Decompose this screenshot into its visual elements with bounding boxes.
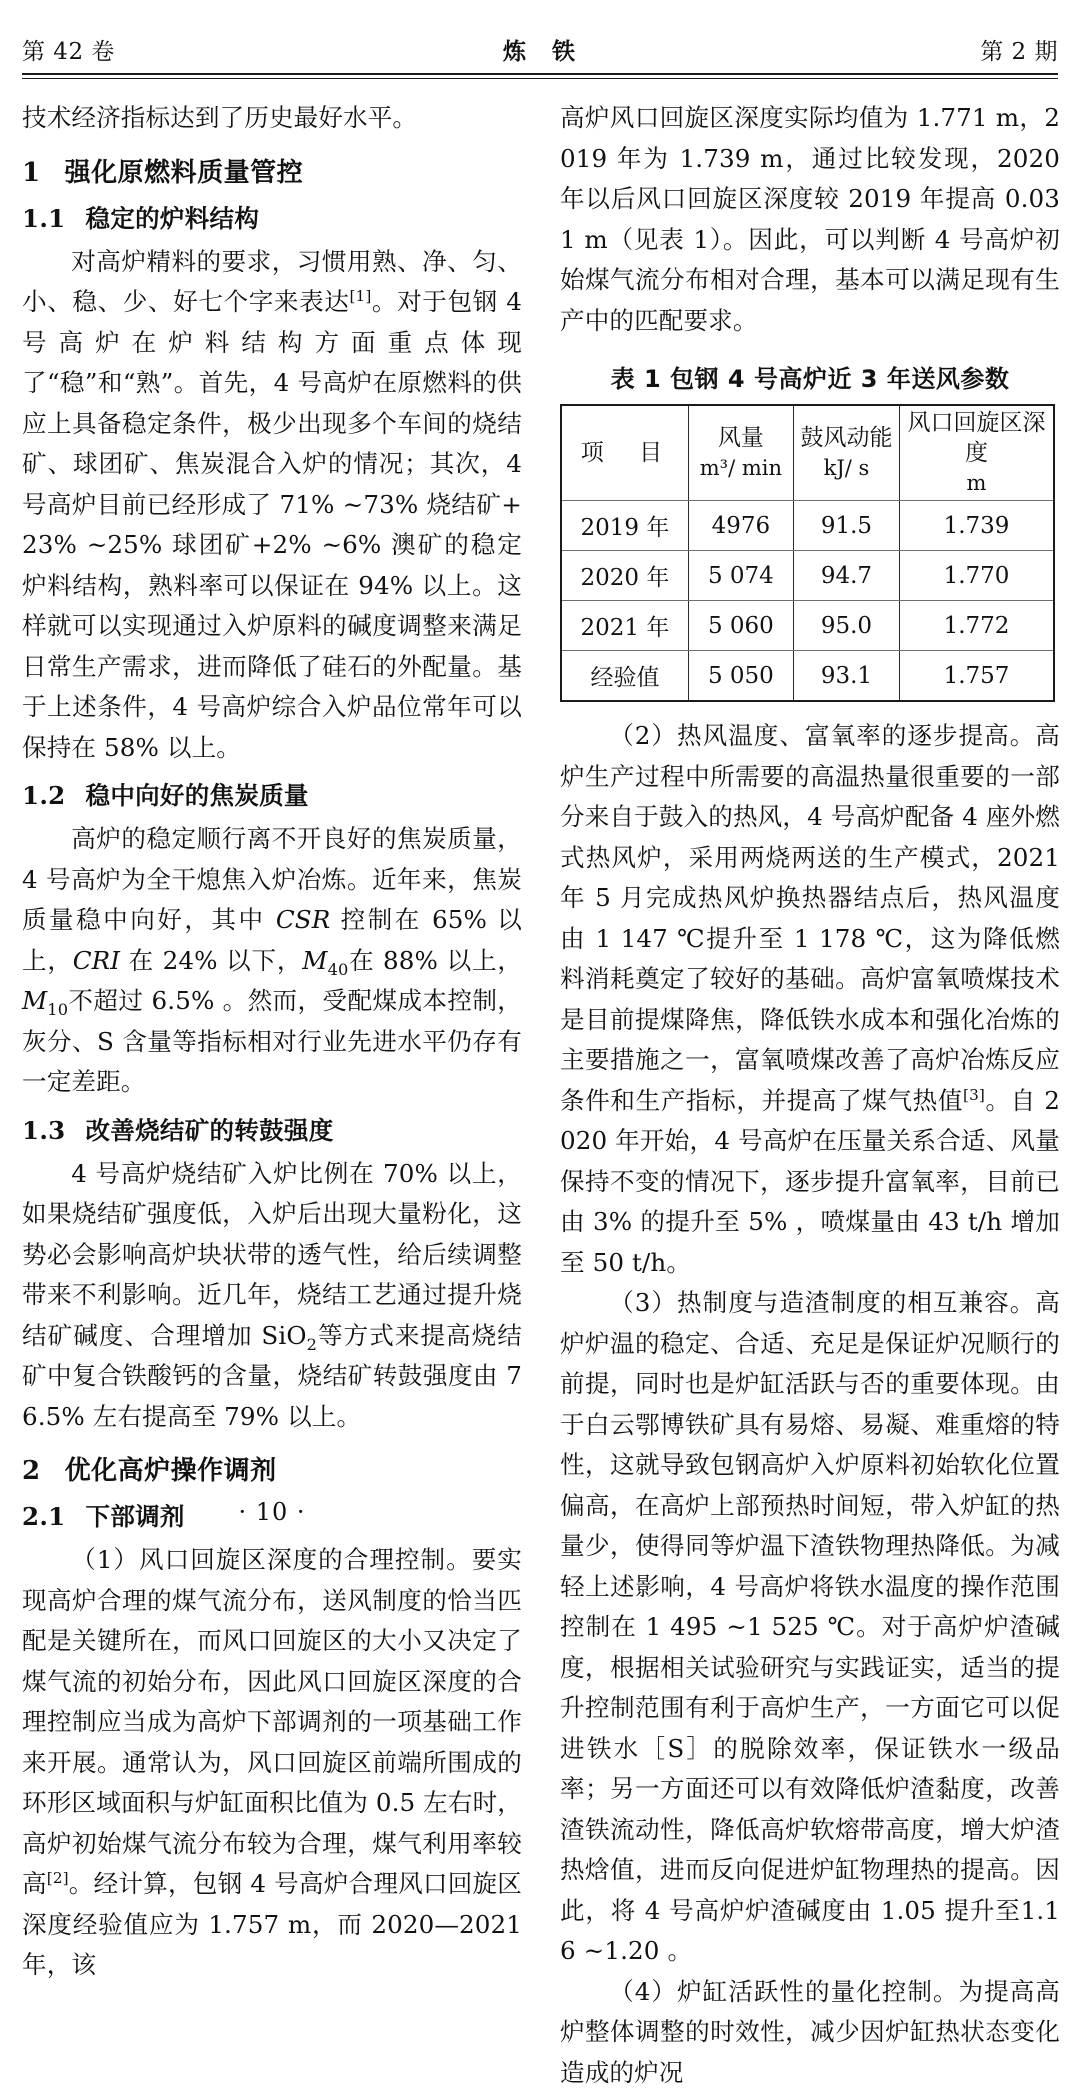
table-row xyxy=(561,551,1054,601)
header-rule-thin xyxy=(22,78,1058,79)
journal-title: 炼 铁 xyxy=(503,33,584,66)
citation-ref-3: [3] xyxy=(963,1085,985,1103)
para-2-text-b: 。自 2020 年开始，4 号高炉在压量关系合适、风量保持不变的情况下，逐步提升富氧率，目前已由 3% 的提升至 5% ，喷煤量由 43 t/h 增加至 50 t/h。 xyxy=(560,1086,1060,1277)
cell-depth: 1.739 xyxy=(900,501,1054,551)
cell-energy: 94.7 xyxy=(793,551,899,601)
cell-energy: 91.5 xyxy=(793,501,899,551)
col-header-item xyxy=(561,405,688,501)
table-row xyxy=(561,651,1054,702)
section-number-2: 2 xyxy=(22,1456,41,1486)
col-header-item-title: 项 目 xyxy=(564,438,686,468)
formula-sio2-subscript: 2 xyxy=(307,1334,317,1353)
section-heading-2 xyxy=(22,1454,522,1488)
paragraph-right-top: 高炉风口回旋区深度实际均值为 1.771 m，2019 年为 1.739 m，通过比较发现，2020 年以后风口回旋区深度较 2019 年提高 0.031 m（见表 1）。因此，可以判断 4 号高炉初始煤气流分布相对合理，基本可以满足现有生产中的匹配要求。 xyxy=(560,98,1060,341)
cell-item: 经验值 xyxy=(561,651,688,702)
table-row xyxy=(561,501,1054,551)
paragraph-2-1 xyxy=(22,1540,522,1986)
section-title-1: 强化原燃料质量管控 xyxy=(65,158,304,188)
subsection-number-2-1: 2.1 xyxy=(22,1502,66,1531)
volume-label: 第 42 卷 xyxy=(22,33,115,66)
para-2-text-a: （2）热风温度、富氧率的逐步提高。高炉生产过程中所需要的高温热量很重要的一部分来自于鼓入的热风，4 号高炉配备 4 座外燃式热风炉，采用两烧两送的生产模式，2021 年 5 月完成热风炉换热器结点后，热风温度由 1 147 ℃提升至 1 178 ℃，这为降低燃料消耗奠定了较好的基础。高炉富氧喷煤技术是目前提煤降焦，降低铁水成本和强化冶炼的主要措施之一，富氧喷煤改善了高炉冶炼反应条件和生产指标，并提高了煤气热值 xyxy=(560,721,1060,1115)
citation-ref-1: [1] xyxy=(349,287,371,305)
section-heading-1 xyxy=(22,156,522,190)
cell-flow: 4976 xyxy=(688,501,793,551)
subsection-title-1-1: 稳定的炉料结构 xyxy=(86,204,260,233)
running-head xyxy=(22,33,1058,66)
cell-depth: 1.770 xyxy=(900,551,1054,601)
subsection-number-1-1: 1.1 xyxy=(22,204,66,233)
para-1-3-text-b: 等方式来提高烧结矿中复合铁酸钙的含量，烧结矿转鼓强度由 76.5% 左右提高至 79% 以上。 xyxy=(22,1321,522,1431)
table-1-body xyxy=(561,501,1054,702)
cell-energy: 95.0 xyxy=(793,601,899,651)
cell-item: 2020 年 xyxy=(561,551,688,601)
para-1-2-text-c: 在 24% 以下， xyxy=(120,946,302,975)
subsection-number-1-3: 1.3 xyxy=(22,1116,66,1145)
page-number: · 10 · xyxy=(22,1498,522,1526)
para-2-1-text-a: （1）风口回旋区深度的合理控制。要实现高炉合理的煤气流分布，送风制度的恰当匹配是关键所在，而风口回旋区的大小又决定了煤气流的初始分布，因此风口回旋区深度的合理控制应当成为高炉下部调剂的一项基础工作来开展。通常认为，风口回旋区前端所围成的环形区域面积与炉缸面积比值为 0.5 左右时，高炉初始煤气流分布较为合理，煤气利用率较高 xyxy=(22,1545,522,1898)
col-header-energy-unit: kJ/ s xyxy=(796,453,897,483)
col-header-depth-title: 风口回旋区深度 xyxy=(902,408,1051,468)
paragraph-item-3: （3）热制度与造渣制度的相互兼容。高炉炉温的稳定、合适、充足是保证炉况顺行的前提，同时也是炉缸活跃与否的重要体现。由于白云鄂博铁矿具有易熔、易凝、难重熔的特性，这就导致包钢高炉入炉原料初始软化位置偏高，在高炉上部预热时间短，带入炉缸的热量少，使得同等炉温下渣铁物理热降低。为减轻上述影响，4 号高炉将铁水温度的操作范围控制在 1 495 ~1 525 ℃。对于高炉炉渣碱度，根据相关试验研究与实践证实，适当的提升控制范围有利于高炉生产，一方面它可以促进铁水［S］的脱除效率，保证铁水一级品率；另一方面还可以有效降低炉渣黏度，改善渣铁流动性，降低高炉软熔带高度，增大炉渣热焓值，进而反向促进炉缸物理热的提高。因此，将 4 号高炉炉渣碱度由 1.05 提升至1.16 ~1.20 。 xyxy=(560,1283,1060,1972)
symbol-m40: M xyxy=(302,946,327,975)
table-header-row xyxy=(561,405,1054,501)
table-1-caption: 表 1 包钢 4 号高炉近 3 年送风参数 xyxy=(560,359,1060,394)
paragraph-1-3 xyxy=(22,1154,522,1438)
table-1 xyxy=(560,404,1055,702)
section-number-1: 1 xyxy=(22,158,41,188)
col-header-flow-title: 风量 xyxy=(691,423,791,453)
cell-item: 2019 年 xyxy=(561,501,688,551)
col-header-flow-unit: m³/ min xyxy=(691,453,791,483)
subsection-title-1-3: 改善烧结矿的转鼓强度 xyxy=(86,1116,334,1145)
cell-depth: 1.757 xyxy=(900,651,1054,702)
symbol-m40-subscript: 40 xyxy=(328,959,349,978)
cell-depth: 1.772 xyxy=(900,601,1054,651)
subsection-number-1-2: 1.2 xyxy=(22,781,66,810)
citation-ref-2: [2] xyxy=(47,1869,69,1887)
subsection-heading-1-3 xyxy=(22,1115,522,1147)
issue-label: 第 2 期 xyxy=(980,33,1058,66)
col-header-energy xyxy=(793,405,899,501)
paragraph-1-2 xyxy=(22,819,522,1103)
cell-item: 2021 年 xyxy=(561,601,688,651)
subsection-heading-1-2 xyxy=(22,780,522,812)
table-1-head xyxy=(561,405,1054,501)
para-1-2-text-a: 高炉的稳定顺行离不开良好的焦炭质量，4 号高炉为全干熄焦入炉冶炼。近年来，焦炭质量稳中向好，其中 xyxy=(22,824,522,934)
table-row xyxy=(561,601,1054,651)
right-column xyxy=(560,98,1060,2093)
left-column xyxy=(22,98,522,1986)
symbol-m10-subscript: 10 xyxy=(47,1000,68,1019)
cell-flow: 5 060 xyxy=(688,601,793,651)
col-header-depth-unit: m xyxy=(902,468,1051,498)
symbol-m10: M xyxy=(22,986,47,1015)
formula-sio2: SiO xyxy=(261,1321,306,1350)
symbol-csr: CSR xyxy=(276,905,330,934)
para-1-2-text-b: 控制在 65% 以上， xyxy=(22,905,522,975)
para-1-3-text-a: 4 号高炉烧结矿入炉比例在 70% 以上，如果烧结矿强度低，入炉后出现大量粉化，这势必会影响高炉块状带的透气性，给后续调整带来不利影响。近几年，烧结工艺通过提升烧结矿碱度、合理增加 xyxy=(22,1159,522,1350)
lead-paragraph: 技术经济指标达到了历史最好水平。 xyxy=(22,98,522,139)
table-1-block xyxy=(560,359,1060,702)
col-header-depth xyxy=(900,405,1054,501)
col-header-energy-title: 鼓风动能 xyxy=(796,423,897,453)
para-1-2-text-d: 在 88% 以上， xyxy=(348,946,522,975)
subsection-title-2-1: 下部调剂 xyxy=(86,1502,185,1531)
symbol-cri: CRI xyxy=(73,946,120,975)
subsection-title-1-2: 稳中向好的焦炭质量 xyxy=(86,781,309,810)
cell-energy: 93.1 xyxy=(793,651,899,702)
paragraph-item-4: （4）炉缸活跃性的量化控制。为提高高炉整体调整的时效性，减少因炉缸热状态变化造成的炉况 xyxy=(560,1972,1060,2093)
para-2-1-text-b: 。经计算，包钢 4 号高炉合理风口回旋区深度经验值应为 1.757 m，而 2020—2021 年，该 xyxy=(22,1869,522,1979)
col-header-flow xyxy=(688,405,793,501)
cell-flow: 5 074 xyxy=(688,551,793,601)
para-1-2-text-e: 不超过 6.5% 。然而，受配煤成本控制，灰分、S 含量等指标相对行业先进水平仍存有一定差距。 xyxy=(22,986,522,1096)
para-1-1-text-a: 对高炉精料的要求，习惯用熟、净、匀、小、稳、少、好七个字来表达 xyxy=(22,247,522,317)
paragraph-1-1 xyxy=(22,242,522,769)
header-rule-thick xyxy=(22,73,1058,75)
section-title-2: 优化高炉操作调剂 xyxy=(65,1456,277,1486)
cell-flow: 5 050 xyxy=(688,651,793,702)
subsection-heading-1-1 xyxy=(22,203,522,235)
para-1-1-text-b: 。对于包钢 4 号高炉在炉料结构方面重点体现了“稳”和“熟”。首先，4 号高炉在原燃料的供应上具备稳定条件，极少出现多个车间的烧结矿、球团矿、焦炭混合入炉的情况；其次，4 号高炉目前已经形成了 71% ~73% 烧结矿+23% ~25% 球团矿+2% ~6% 澳矿的稳定炉料结构，熟料率可以保证在 94% 以上。这样就可以实现通过入炉原料的碱度调整来满足日常生产需求，进而降低了硅石的外配量。基于上述条件，4 号高炉综合入炉品位常年可以保持在 58% 以上。 xyxy=(22,287,522,762)
paragraph-item-2 xyxy=(560,716,1060,1283)
